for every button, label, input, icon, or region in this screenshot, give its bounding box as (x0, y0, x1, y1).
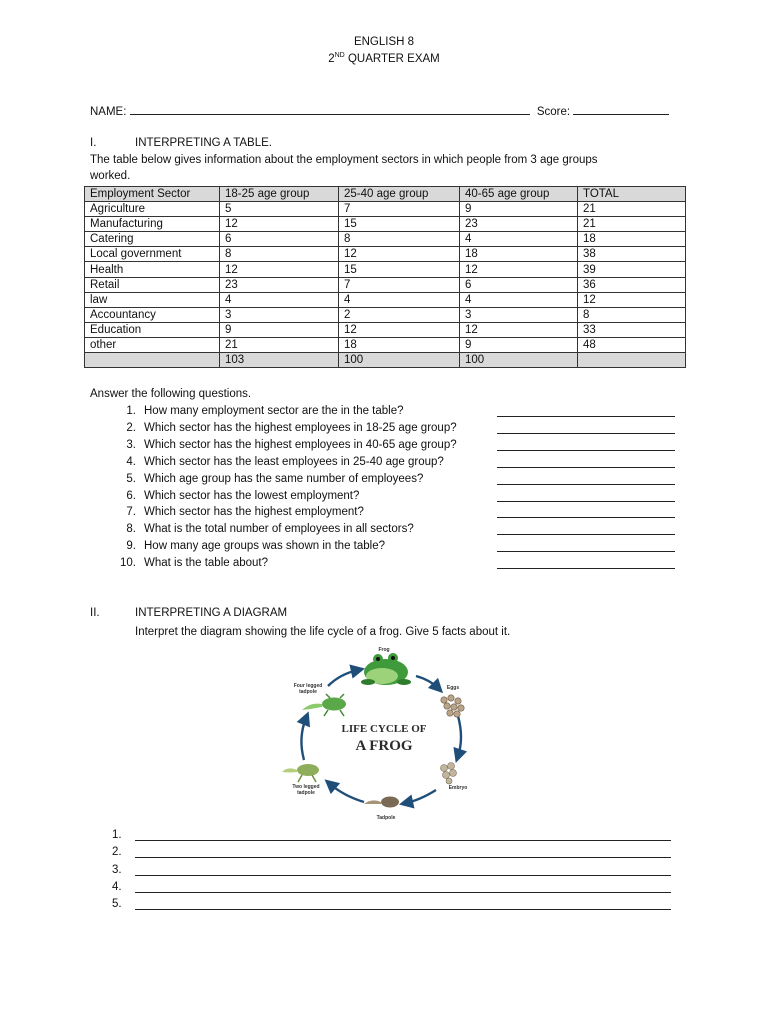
table-header-cell: 18-25 age group (220, 187, 339, 202)
exam-subject: ENGLISH 8 (353, 36, 415, 48)
question-number: 7. (126, 506, 136, 519)
question-number: 3. (126, 438, 136, 451)
fact-number: 5. (112, 898, 122, 911)
table-row (85, 247, 686, 262)
question-number: 5. (126, 472, 136, 485)
table-cell: 12 (460, 262, 578, 277)
table-cell: law (85, 292, 220, 307)
cycle-arrows (301, 670, 461, 803)
question-item (112, 557, 268, 569)
table-cell: 7 (339, 202, 460, 217)
question-item (112, 540, 385, 552)
questions-intro: Answer the following questions. (90, 388, 252, 400)
table-cell: 8 (339, 232, 460, 247)
answer-line[interactable] (497, 534, 675, 535)
fact-number: 2. (112, 846, 122, 859)
question-number: 1. (126, 405, 136, 417)
table-cell: 6 (220, 232, 339, 247)
table-cell: 33 (578, 322, 686, 337)
question-text: Which sector has the highest employees in 18-25 age group? (144, 421, 457, 434)
table-cell: 2 (339, 307, 460, 322)
table-cell: 38 (578, 247, 686, 262)
employment-table (84, 186, 686, 368)
table-cell: 12 (220, 217, 339, 232)
question-text: How many employment sector are the in the table? (144, 405, 404, 417)
table-cell: 4 (339, 292, 460, 307)
table-header-cell: 40-65 age group (460, 187, 578, 202)
question-item (112, 523, 414, 535)
question-text: What is the total number of employees in all sectors? (144, 523, 414, 536)
label-eggs: Eggs (446, 685, 460, 691)
question-number: 2. (126, 421, 136, 434)
table-cell: other (85, 337, 220, 352)
diagram-title-1: LIFE CYCLE OF (341, 723, 427, 735)
table-cell: 15 (339, 217, 460, 232)
answer-line[interactable] (497, 517, 675, 518)
label-two-legged-2: tadpole (297, 790, 315, 796)
eggs-illustration (441, 695, 464, 717)
name-field[interactable] (130, 103, 530, 115)
answer-line[interactable] (497, 450, 675, 451)
answer-line[interactable] (497, 484, 675, 485)
question-item (112, 506, 364, 518)
question-text: Which age group has the same number of employees? (144, 472, 424, 485)
table-cell: 103 (220, 353, 339, 368)
table-cell: 36 (578, 277, 686, 292)
table-cell: 5 (220, 202, 339, 217)
table-cell: 7 (339, 277, 460, 292)
table-cell: 12 (220, 262, 339, 277)
table-row (85, 322, 686, 337)
question-item (112, 405, 404, 417)
question-number: 8. (126, 523, 136, 536)
table-cell: 18 (460, 247, 578, 262)
question-item (112, 422, 457, 434)
question-item (112, 473, 423, 485)
table-cell: 9 (220, 322, 339, 337)
table-cell (578, 353, 686, 368)
question-number: 4. (126, 455, 136, 468)
arrow-four-frog (328, 670, 358, 686)
two-legged-tadpole-illustration (282, 764, 319, 782)
table-cell: 48 (578, 337, 686, 352)
section1-desc-1: The table below gives information about the employment sectors in which people from 3 age groups (90, 154, 598, 166)
question-item (112, 490, 359, 502)
answer-line[interactable] (497, 433, 675, 434)
table-cell (85, 353, 220, 368)
table-cell: 18 (578, 232, 686, 247)
question-text: What is the table about? (144, 557, 269, 570)
name-row (90, 103, 669, 118)
embryo-illustration (441, 763, 457, 785)
score-label: Score: (536, 106, 571, 118)
fact-number: 3. (112, 863, 122, 876)
table-cell: Education (85, 322, 220, 337)
table-row (85, 307, 686, 322)
arrow-eggs-embryo (458, 716, 461, 756)
answer-line[interactable] (497, 467, 675, 468)
table-header-row (85, 187, 686, 202)
four-legged-tadpole-illustration (302, 694, 346, 716)
diagram-title-2: A FROG (355, 738, 413, 754)
table-header-cell: Employment Sector (85, 187, 220, 202)
section2-title: INTERPRETING A DIAGRAM (135, 607, 288, 619)
table-row (85, 262, 686, 277)
arrow-two-four (301, 718, 306, 760)
name-label: NAME: (90, 106, 127, 118)
answer-line[interactable] (497, 416, 675, 417)
table-cell: 18 (339, 337, 460, 352)
table-cell: 23 (220, 277, 339, 292)
table-cell: 3 (220, 307, 339, 322)
table-cell: 15 (339, 262, 460, 277)
arrow-embryo-tadpole (406, 790, 436, 803)
question-text: Which sector has the highest employment? (144, 506, 364, 519)
table-cell: Manufacturing (85, 217, 220, 232)
table-cell: 4 (460, 292, 578, 307)
table-cell: Local government (85, 247, 220, 262)
score-field[interactable] (573, 103, 669, 115)
label-tadpole: Tadpole (376, 815, 396, 821)
question-text: Which sector has the lowest employment? (144, 489, 360, 502)
table-cell: 12 (460, 322, 578, 337)
answer-line[interactable] (497, 568, 675, 569)
table-cell: 8 (578, 307, 686, 322)
question-text: Which sector has the least employees in 25-40 age group? (144, 455, 444, 468)
question-text: How many age groups was shown in the table? (144, 540, 386, 553)
fact-answer-line[interactable] (135, 909, 671, 910)
label-two-legged-1: Two legged (292, 784, 320, 790)
label-embryo: Embryo (448, 785, 468, 791)
label-four-legged-2: tadpole (299, 689, 317, 695)
answer-line[interactable] (497, 551, 675, 552)
section2-numeral: II. (90, 607, 100, 619)
table-cell: Agriculture (85, 202, 220, 217)
question-number: 10. (120, 557, 136, 570)
table-cell: 4 (220, 292, 339, 307)
label-four-legged-1: Four legged (293, 683, 323, 689)
table-cell: Catering (85, 232, 220, 247)
table-cell: 6 (460, 277, 578, 292)
table-cell: 8 (220, 247, 339, 262)
label-frog: Frog (378, 647, 390, 653)
frog-life-cycle-diagram (278, 642, 488, 826)
section2-desc: Interpret the diagram showing the life cycle of a frog. Give 5 facts about it. (135, 626, 511, 638)
table-header-cell: TOTAL (578, 187, 686, 202)
arrow-frog-eggs (416, 676, 438, 688)
fact-answer-line[interactable] (135, 875, 671, 876)
table-cell: 12 (339, 247, 460, 262)
table-cell: 12 (339, 322, 460, 337)
table-cell: Retail (85, 277, 220, 292)
section1-desc-2: worked. (90, 170, 131, 182)
table-cell: 23 (460, 217, 578, 232)
table-cell: 9 (460, 337, 578, 352)
question-item (112, 439, 457, 451)
table-row (85, 217, 686, 232)
table-row (85, 277, 686, 292)
table-cell: 21 (578, 202, 686, 217)
fact-answer-line[interactable] (135, 892, 671, 893)
arrow-tadpole-two (330, 784, 364, 802)
table-row (85, 232, 686, 247)
table-cell: 3 (460, 307, 578, 322)
table-cell: 4 (460, 232, 578, 247)
section1-title: INTERPRETING A TABLE. (135, 137, 272, 149)
question-item (112, 456, 444, 468)
table-cell: 39 (578, 262, 686, 277)
fact-answer-line[interactable] (135, 857, 671, 858)
table-cell: 21 (220, 337, 339, 352)
question-text: Which sector has the highest employees in 40-65 age group? (144, 438, 457, 451)
table-cell: 12 (578, 292, 686, 307)
fact-number: 1. (112, 829, 122, 841)
exam-quarter: 2ND QUARTER EXAM (328, 52, 440, 65)
question-number: 9. (126, 540, 136, 553)
fact-answer-line[interactable] (135, 840, 671, 841)
table-cell: Accountancy (85, 307, 220, 322)
table-cell: 21 (578, 217, 686, 232)
table-row (85, 337, 686, 352)
table-cell: 100 (339, 353, 460, 368)
section1-numeral: I. (90, 137, 97, 149)
table-totals-row (85, 353, 686, 368)
table-cell: 9 (460, 202, 578, 217)
fact-number: 4. (112, 880, 122, 893)
tadpole-illustration (364, 797, 399, 808)
answer-line[interactable] (497, 501, 675, 502)
question-number: 6. (126, 489, 136, 502)
table-header-cell: 25-40 age group (339, 187, 460, 202)
frog-illustration (361, 653, 411, 685)
table-cell: 100 (460, 353, 578, 368)
table-row (85, 292, 686, 307)
table-row (85, 202, 686, 217)
table-cell: Health (85, 262, 220, 277)
